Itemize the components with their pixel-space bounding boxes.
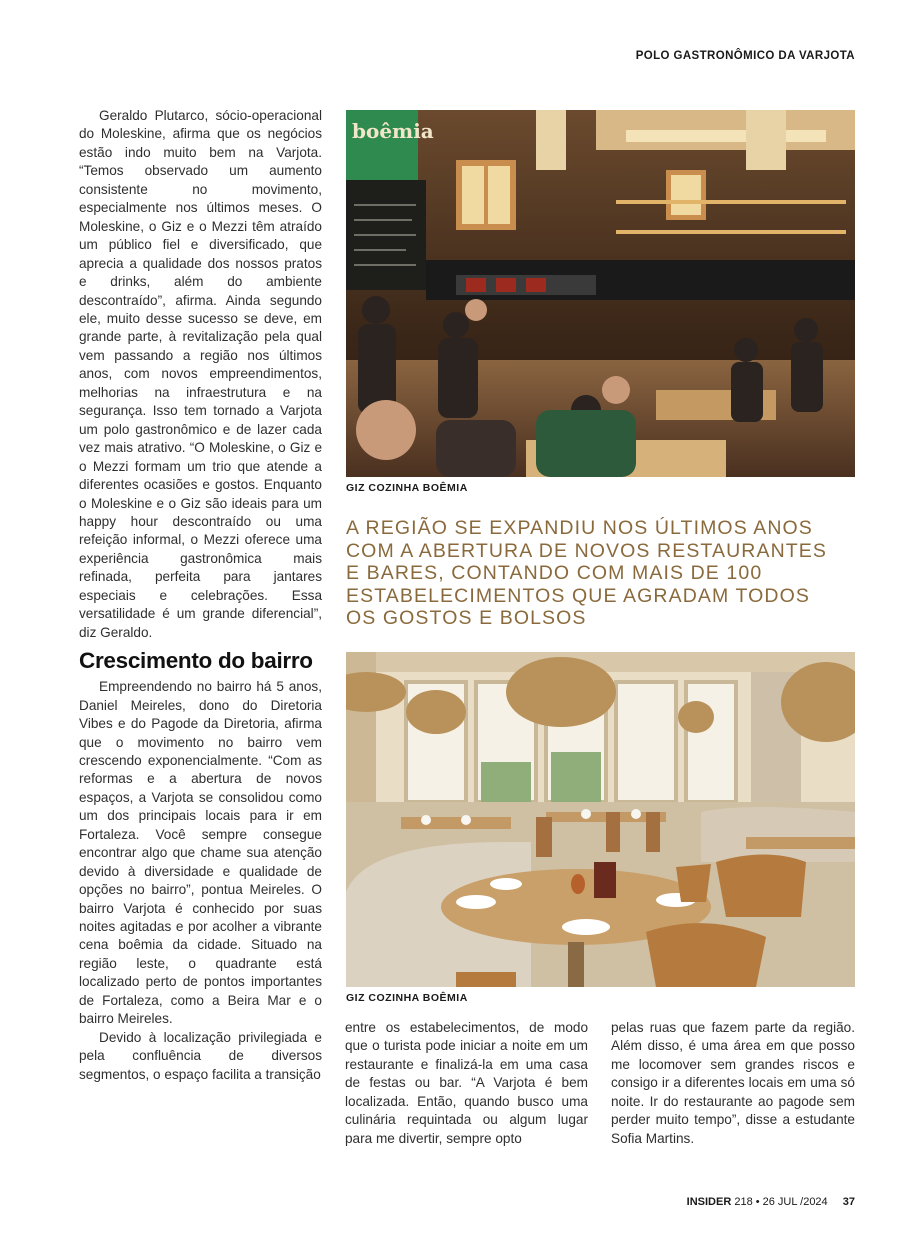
magazine-name: INSIDER xyxy=(686,1196,732,1208)
section-header: POLO GASTRONÔMICO DA VARJOTA xyxy=(635,50,855,62)
article-column-1 xyxy=(79,107,322,1084)
paragraph-localizacao: Devido à localização privilegiada e pela confluência de diversos segmentos, o espaço facilita a transição xyxy=(79,1029,322,1082)
article-column-3 xyxy=(611,1019,855,1148)
paragraph-plutarco: Geraldo Plutarco, sócio-operacional do Moleskine, afirma que os negócios estão indo muito bem na Varjota. “Temos observado um aumento consistente no movimento, especialmente nos últimos meses. O Moleskine, o Giz e o Mezzi têm atraído um público fiel e diversificado, que aprecia a qualidade dos nossos pratos e drinks, além do ambiente descontraído”, afirma. Ainda segundo ele, muito desse sucesso se deve, em grande parte, à revitalização pela qual vem passando a região nos últimos anos, com novos empreendimentos, melhorias na infraestrutura e na segurança. Isso tem tornado a Varjota um polo gastronômico e de lazer cada vez mais atrativo. “O Moleskine, o Giz e o Mezzi formam um trio que atende a diferentes ocasiões e gostos. Enquanto o Moleskine e o Giz são ideais para um happy hour descontraído ou uma refeição informal, o Mezzi oferece uma experiência gastronômica mais refinada, perfeita para jantares especiais e celebrações. Essa versatilidade é um grande diferencial”, diz Geraldo. xyxy=(79,108,322,640)
subhead-text: Crescimento do bairro xyxy=(79,648,313,674)
photo-bar-interior xyxy=(346,110,855,477)
article-column-2 xyxy=(345,1019,588,1148)
photo2-caption: GIZ COZINHA BOÊMIA xyxy=(346,992,468,1004)
pull-quote: A REGIÃO SE EXPANDIU NOS ÚLTIMOS ANOS COM A ABERTURA DE NOVOS RESTAURANTES E BARES, CONTANDO COM MAIS DE 100 ESTABELECIMENTOS QUE AGRADAM TODOS OS GOSTOS E BOLSOS xyxy=(346,517,827,629)
issue-info: 218 • 26 JUL /2024 xyxy=(734,1196,828,1208)
paragraph-col3: pelas ruas que fazem parte da região. Além disso, é uma área em que posso me locomover sem grandes riscos e consigo ir a diferentes locais em uma só noite. Ir do restaurante ao pagode sem perder muito tempo”, disse a estudante Sofia Martins. xyxy=(611,1020,855,1146)
paragraph-col2: entre os estabelecimentos, de modo que o turista pode iniciar a noite em um restaurante e finalizá-la em uma casa de festas ou bar. “A Varjota é bem localizada. Então, quando busco uma culinária requintada ou algum lugar para me divertir, sempre opto xyxy=(345,1020,588,1146)
photo1-caption: GIZ COZINHA BOÊMIA xyxy=(346,482,468,494)
photo-dining-room xyxy=(346,652,855,987)
paragraph-meireles: Empreendendo no bairro há 5 anos, Daniel Meireles, dono do Diretoria Vibes e do Pagode da Diretoria, afirma que o movimento no bairro vem crescendo exponencialmente. “Com as reformas e a abertura de novos espaços, a Varjota se consolidou como um dos principais locais para ir em Fortaleza. Você sempre consegue encontrar algo que chame sua atenção devido à diversidade e qualidade de opções no bairro”, pontua Meireles. O bairro Varjota é conhecido por suas noites agitadas e por acolher a vibrante cena boêmia da cidade. Situado na região leste, o quadrante está localizado perto de pontos importantes de Fortaleza, como a Beira Mar e o bairro Meireles. xyxy=(79,679,322,1027)
page-number: 37 xyxy=(842,1196,855,1208)
page-footer xyxy=(687,1196,855,1208)
sign-text: boêmia xyxy=(352,119,434,143)
subhead-crescimento xyxy=(79,650,322,672)
